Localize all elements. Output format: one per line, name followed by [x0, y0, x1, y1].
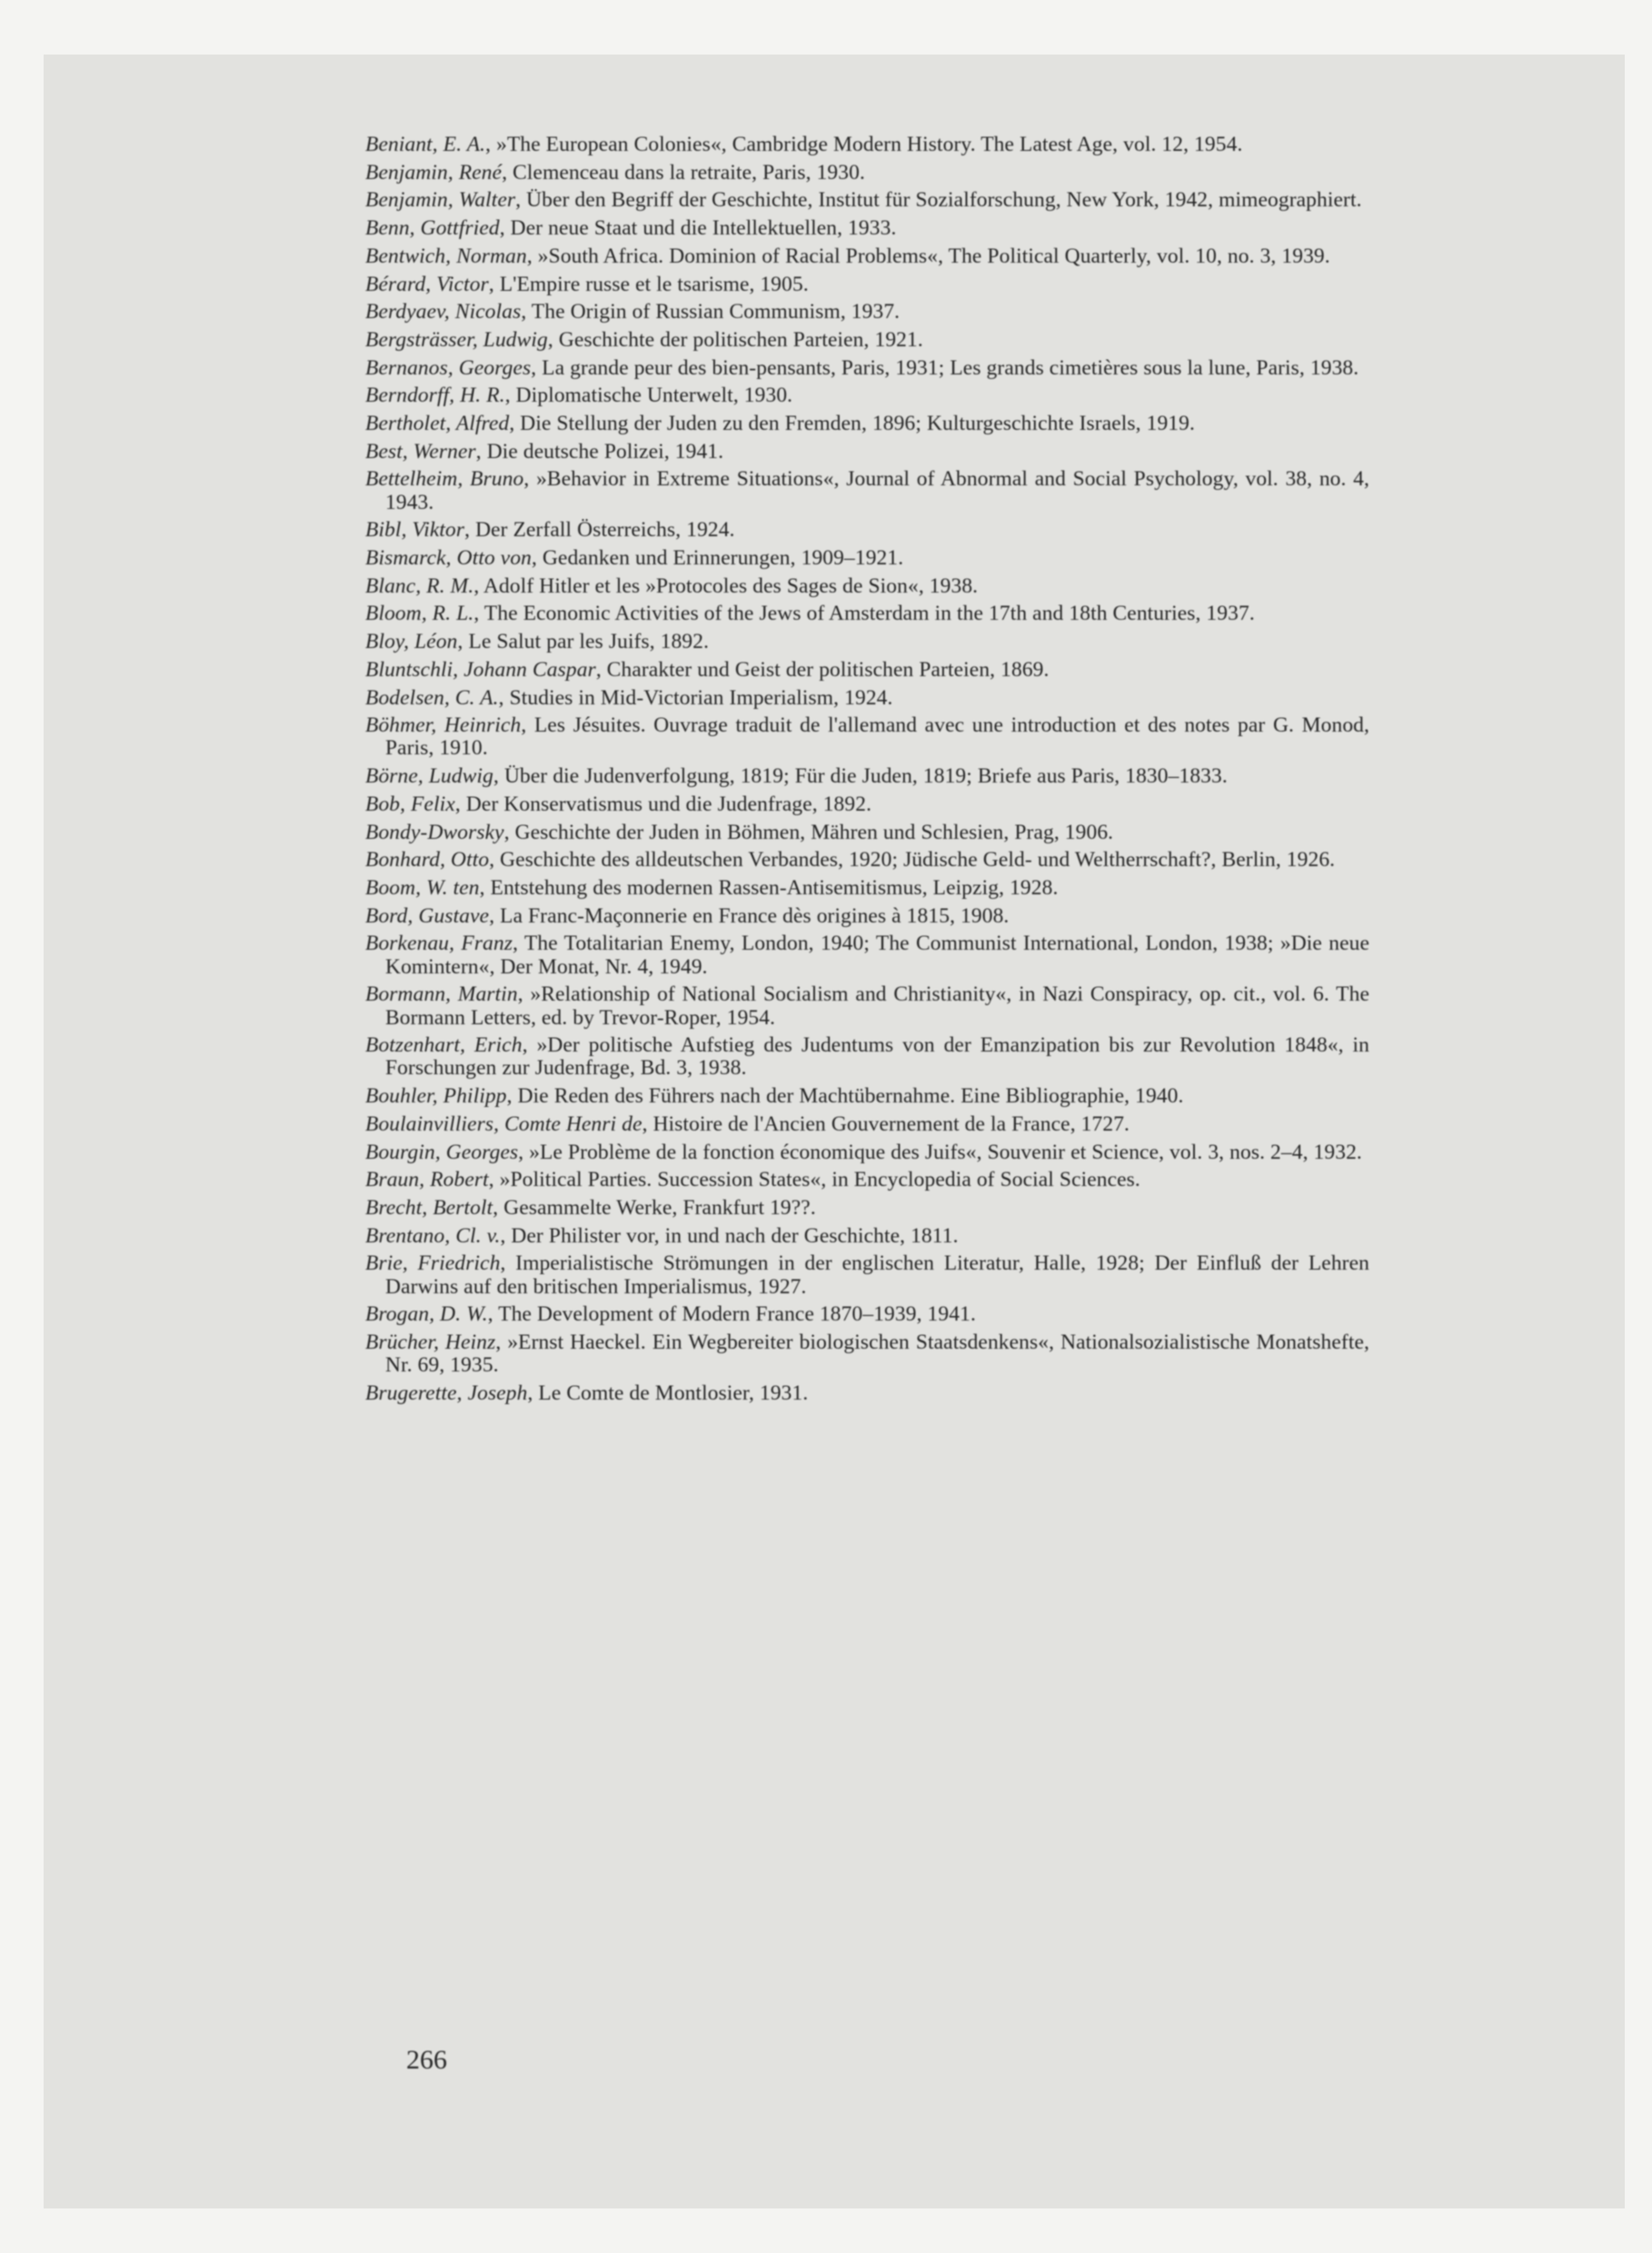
entry-text: »Behavior in Extreme Situations«, Journal of Abnormal and Social Psychology, vol. 38, no. 4, 1943.: [385, 467, 1370, 514]
bibliography-entry: Bentwich, Norman, »South Africa. Dominion of Racial Problems«, The Political Quarterly, vol. 10, no. 3, 1939.: [365, 244, 1330, 268]
bibliography-entry: Boom, W. ten, Entstehung des modernen Rassen-Antisemitismus, Leipzig, 1928.: [365, 875, 1059, 900]
entry-author: Blanc, R. M.: [365, 573, 474, 598]
bibliography-entry: Bondy-Dworsky, Geschichte der Juden in Böhmen, Mähren und Schlesien, Prag, 1906.: [365, 820, 1114, 844]
entry-text: »Der politische Aufstieg des Judentums von der Emanzipation bis zur Revolution 1848«, in Forschungen zur Judenfrage, Bd. 3, 1938.: [385, 1033, 1370, 1081]
bibliography-entry: Bourgin, Georges, »Le Problème de la fonction économique des Juifs«, Souvenir et Science, vol. 3, nos. 2–4, 1932.: [365, 1140, 1362, 1164]
entry-text: Die deutsche Polizei, 1941.: [486, 439, 724, 464]
entry-text: Le Salut par les Juifs, 1892.: [468, 630, 710, 654]
entry-text: »Relationship of National Socialism and Christianity«, in Nazi Conspiracy, op. cit., vol. 6. The Bormann Letters, ed. by Trevor-Roper, 1954.: [385, 982, 1370, 1030]
entry-text: The Economic Activities of the Jews of Amsterdam in the 17th and 18th Centuries, 1937.: [483, 602, 1255, 626]
entry-author: Bismarck, Otto von: [365, 546, 532, 571]
bibliography-entry: Berndorff, H. R., Diplomatische Unterwelt, 1930.: [365, 384, 793, 408]
entry-author: Beniant, E. A.: [365, 133, 486, 156]
entry-text: The Origin of Russian Communism, 1937.: [531, 300, 901, 324]
bibliography-entry: Brie, Friedrich, Imperialistische Strömungen in der englischen Literatur, Halle, 1928; Der Einfluß der Lehren Darwins auf den britischen Imperialismus, 1927.: [365, 1251, 1369, 1299]
entry-text: L'Empire russe et le tsarisme, 1905.: [499, 272, 809, 296]
entry-text: »Ernst Haeckel. Ein Wegbereiter biologischen Staatsdenkens«, Nationalsozialistische Monatshefte, Nr. 69, 1935.: [385, 1330, 1369, 1378]
entry-text: Clemenceau dans la retraite, Paris, 1930.: [513, 160, 865, 184]
entry-author: Botzenhart, Erich: [365, 1033, 522, 1058]
entry-author: Bouhler, Philipp: [365, 1084, 507, 1109]
bibliography-entry: Bloy, Léon, Le Salut par les Juifs, 1892.: [365, 630, 710, 654]
bibliography-entry: Börne, Ludwig, Über die Judenverfolgung, 1819; Für die Juden, 1819; Briefe aus Paris, 1830–1833.: [365, 764, 1228, 789]
entry-text: Die Stellung der Juden zu den Fremden, 1896; Kulturgeschichte Israels, 1919.: [520, 412, 1195, 436]
bibliography-entry: Braun, Robert, »Political Parties. Succession States«, in Encyclopedia of Social Sciences.: [365, 1168, 1140, 1192]
bibliography-entry: Bluntschli, Johann Caspar, Charakter und Geist der politischen Parteien, 1869.: [365, 657, 1050, 682]
bibliography-entry: Brecht, Bertolt, Gesammelte Werke, Frankfurt 19??.: [365, 1195, 816, 1220]
entry-author: Borkenau, Franz: [365, 932, 513, 956]
entry-author: Brücher, Heinz: [365, 1330, 496, 1354]
entry-author: Bibl, Viktor: [365, 518, 465, 543]
entry-author: Brogan, D. W.: [365, 1302, 488, 1327]
entry-text: Le Comte de Montlosier, 1931.: [538, 1381, 809, 1405]
entry-text: The Development of Modern France 1870–1939, 1941.: [498, 1302, 976, 1327]
entry-author: Bérard, Victor: [365, 272, 489, 296]
bibliography-entry: Bergsträsser, Ludwig, Geschichte der politischen Parteien, 1921.: [365, 327, 923, 352]
entry-text: La Franc-Maçonnerie en France dès origines à 1815, 1908.: [500, 903, 1010, 928]
entry-text: Über die Judenverfolgung, 1819; Für die Juden, 1819; Briefe aus Paris, 1830–1833.: [503, 764, 1228, 789]
bibliography-entry: Benjamin, René, Clemenceau dans la retraite, Paris, 1930.: [365, 160, 865, 184]
bibliography-entry: Bloom, R. L., The Economic Activities of the Jews of Amsterdam in the 17th and 18th Centuries, 1937.: [365, 602, 1255, 626]
bibliography-entry: Benjamin, Walter, Über den Begriff der Geschichte, Institut für Sozialforschung, New York, 1942, mimeographiert.: [365, 188, 1362, 213]
bibliography-list: [365, 134, 1369, 1411]
bibliography-entry: Bodelsen, C. A., Studies in Mid-Victorian Imperialism, 1924.: [365, 685, 893, 710]
entry-text: »Political Parties. Succession States«, in Encyclopedia of Social Sciences.: [499, 1168, 1140, 1192]
entry-text: Geschichte des alldeutschen Verbandes, 1920; Jüdische Geld- und Weltherrschaft?, Berlin, 1926.: [500, 848, 1336, 872]
entry-author: Brecht, Bertolt: [365, 1195, 493, 1220]
entry-text: Geschichte der Juden in Böhmen, Mähren und Schlesien, Prag, 1906.: [514, 820, 1114, 844]
entry-text: Imperialistische Strömungen in der englischen Literatur, Halle, 1928; Der Einfluß der Lehren Darwins auf den britischen Imperialismus, 1927.: [385, 1251, 1369, 1299]
bibliography-entry: Bernanos, Georges, La grande peur des bien-pensants, Paris, 1931; Les grands cimetières sous la lune, Paris, 1938.: [365, 355, 1359, 380]
bibliography-entry: Bertholet, Alfred, Die Stellung der Juden zu den Fremden, 1896; Kulturgeschichte Israels, 1919.: [365, 412, 1195, 436]
entry-text: Über den Begriff der Geschichte, Institut für Sozialforschung, New York, 1942, mimeographiert.: [526, 188, 1362, 213]
entry-author: Brie, Friedrich: [365, 1251, 501, 1276]
entry-author: Berndorff, H. R.: [365, 384, 505, 408]
bibliography-entry: Brugerette, Joseph, Le Comte de Montlosier, 1931.: [365, 1381, 809, 1405]
entry-author: Brentano, Cl. v.: [365, 1223, 501, 1248]
entry-author: Benjamin, René: [365, 160, 503, 184]
bibliography-entry: Bob, Felix, Der Konservatismus und die Judenfrage, 1892.: [365, 792, 872, 816]
bibliography-entry: Best, Werner, Die deutsche Polizei, 1941.: [365, 439, 724, 464]
entry-author: Benn, Gottfried: [365, 216, 500, 241]
entry-author: Böhmer, Heinrich: [365, 713, 522, 738]
entry-author: Braun, Robert: [365, 1168, 489, 1192]
entry-text: Les Jésuites. Ouvrage traduit de l'allemand avec une introduction et des notes par G. Monod, Paris, 1910.: [385, 713, 1369, 761]
entry-author: Bloom, R. L.: [365, 602, 474, 626]
entry-author: Börne, Ludwig: [365, 764, 494, 789]
entry-author: Bluntschli, Johann Caspar: [365, 657, 596, 682]
entry-text: Gesammelte Werke, Frankfurt 19??.: [503, 1195, 816, 1220]
entry-text: Geschichte der politischen Parteien, 1921.: [558, 327, 923, 352]
entry-author: Bonhard, Otto: [365, 848, 490, 872]
entry-text: The Totalitarian Enemy, London, 1940; The Communist International, London, 1938; »Die neue Komintern«, Der Monat, Nr. 4, 1949.: [385, 932, 1369, 979]
bibliography-entry: Benn, Gottfried, Der neue Staat und die Intellektuellen, 1933.: [365, 216, 897, 241]
bibliography-entry: Bérard, Victor, L'Empire russe et le tsarisme, 1905.: [365, 272, 809, 296]
entry-author: Bertholet, Alfred: [365, 412, 510, 436]
bibliography-entry: Böhmer, Heinrich, Les Jésuites. Ouvrage traduit de l'allemand avec une introduction et des notes par G. Monod, Paris, 1910.: [365, 713, 1369, 761]
entry-author: Bentwich, Norman: [365, 244, 527, 268]
entry-text: Entstehung des modernen Rassen-Antisemitismus, Leipzig, 1928.: [490, 875, 1059, 900]
bibliography-entry: Bibl, Viktor, Der Zerfall Österreichs, 1924.: [365, 518, 735, 543]
bibliography-entry: Botzenhart, Erich, »Der politische Aufstieg des Judentums von der Emanzipation bis zur Revolution 1848«, in Forschungen zur Judenfrage, Bd. 3, 1938.: [365, 1033, 1370, 1081]
bibliography-entry: Boulainvilliers, Comte Henri de, Histoire de l'Ancien Gouvernement de la France, 1727.: [365, 1112, 1130, 1136]
entry-text: Der Zerfall Österreichs, 1924.: [475, 518, 735, 543]
bibliography-entry: Borkenau, Franz, The Totalitarian Enemy, London, 1940; The Communist International, London, 1938; »Die neue Komintern«, Der Monat, Nr. 4, 1949.: [365, 932, 1369, 979]
entry-author: Best, Werner: [365, 439, 476, 464]
entry-author: Berdyaev, Nicolas: [365, 300, 522, 324]
entry-text: Der neue Staat und die Intellektuellen, 1933.: [510, 216, 897, 241]
entry-text: Der Konservatismus und die Judenfrage, 1892.: [465, 792, 872, 816]
entry-author: Bernanos, Georges: [365, 355, 532, 380]
entry-author: Benjamin, Walter: [365, 188, 516, 213]
entry-text: Studies in Mid-Victorian Imperialism, 1924.: [509, 685, 893, 710]
entry-text: Der Philister vor, in und nach der Geschichte, 1811.: [511, 1223, 959, 1248]
entry-text: Histoire de l'Ancien Gouvernement de la France, 1727.: [652, 1112, 1130, 1136]
entry-author: Boulainvilliers, Comte Henri de: [365, 1112, 642, 1136]
bibliography-entry: Blanc, R. M., Adolf Hitler et les »Protocoles des Sages de Sion«, 1938.: [365, 573, 979, 598]
entry-author: Bormann, Martin: [365, 982, 518, 1007]
bibliography-entry: Brentano, Cl. v., Der Philister vor, in und nach der Geschichte, 1811.: [365, 1223, 959, 1248]
bibliography-entry: Berdyaev, Nicolas, The Origin of Russian Communism, 1937.: [365, 300, 901, 324]
entry-author: Bergsträsser, Ludwig: [365, 327, 548, 352]
entry-author: Bourgin, Georges: [365, 1140, 519, 1164]
bibliography-entry: Bismarck, Otto von, Gedanken und Erinnerungen, 1909–1921.: [365, 546, 904, 571]
entry-text: Diplomatische Unterwelt, 1930.: [515, 384, 793, 408]
entry-text: Die Reden des Führers nach der Machtübernahme. Eine Bibliographie, 1940.: [517, 1084, 1184, 1109]
bibliography-entry: Bormann, Martin, »Relationship of National Socialism and Christianity«, in Nazi Conspiracy, op. cit., vol. 6. The Bormann Letters, ed. by Trevor-Roper, 1954.: [365, 982, 1370, 1030]
page-number: 266: [406, 2045, 447, 2075]
entry-author: Bettelheim, Bruno: [365, 467, 524, 492]
entry-text: »South Africa. Dominion of Racial Problems«, The Political Quarterly, vol. 10, no. 3, 1939.: [537, 244, 1330, 268]
bibliography-entry: Brogan, D. W., The Development of Modern France 1870–1939, 1941.: [365, 1302, 976, 1327]
entry-text: »Le Problème de la fonction économique des Juifs«, Souvenir et Science, vol. 3, nos. 2–4, 1932.: [529, 1140, 1362, 1164]
bibliography-entry: Beniant, E. A., »The European Colonies«, Cambridge Modern History. The Latest Age, vol. 12, 1954.: [365, 133, 1243, 156]
entry-text: »The European Colonies«, Cambridge Modern History. The Latest Age, vol. 12, 1954.: [496, 133, 1243, 156]
entry-author: Bob, Felix: [365, 792, 455, 816]
entry-author: Bord, Gustave: [365, 903, 490, 928]
entry-author: Boom, W. ten: [365, 875, 480, 900]
bibliography-entry: Brücher, Heinz, »Ernst Haeckel. Ein Wegbereiter biologischen Staatsdenkens«, Nationalsozialistische Monatshefte, Nr. 69, 1935.: [365, 1330, 1369, 1378]
entry-author: Bloy, Léon: [365, 630, 458, 654]
entry-text: La grande peur des bien-pensants, Paris, 1931; Les grands cimetières sous la lune, Paris, 1938.: [542, 355, 1359, 380]
entry-author: Bodelsen, C. A.: [365, 685, 499, 710]
bibliography-entry: Bouhler, Philipp, Die Reden des Führers nach der Machtübernahme. Eine Bibliographie, 1940.: [365, 1084, 1184, 1109]
entry-text: Charakter und Geist der politischen Parteien, 1869.: [606, 657, 1050, 682]
entry-text: Gedanken und Erinnerungen, 1909–1921.: [542, 546, 904, 571]
entry-text: Adolf Hitler et les »Protocoles des Sages de Sion«, 1938.: [483, 573, 979, 598]
bibliography-entry: Bettelheim, Bruno, »Behavior in Extreme Situations«, Journal of Abnormal and Social Psychology, vol. 38, no. 4, 1943.: [365, 467, 1370, 514]
bibliography-entry: Bord, Gustave, La Franc-Maçonnerie en France dès origines à 1815, 1908.: [365, 903, 1010, 928]
entry-author: Brugerette, Joseph: [365, 1381, 528, 1405]
bibliography-entry: Bonhard, Otto, Geschichte des alldeutschen Verbandes, 1920; Jüdische Geld- und Weltherrschaft?, Berlin, 1926.: [365, 848, 1336, 872]
entry-author: Bondy-Dworsky: [365, 820, 504, 844]
